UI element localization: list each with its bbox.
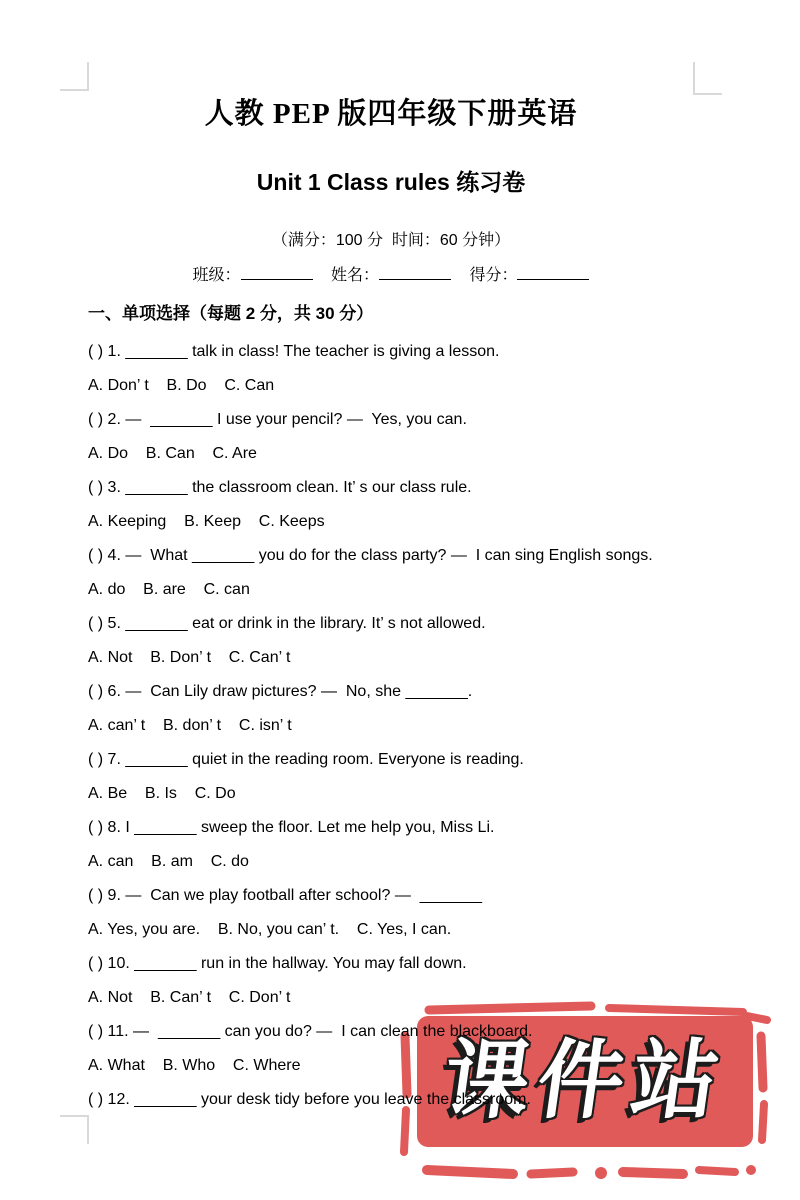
question-stem: ( ) 2. — _______ I use your pencil? — Yes, you can. — [88, 411, 467, 428]
question-options: A. can’ t B. don’ t C. isn’ t — [88, 717, 292, 734]
question-options: A. Be B. Is C. Do — [88, 785, 236, 802]
score-field — [469, 262, 589, 288]
class-field — [193, 262, 313, 288]
question-stem: ( ) 7. _______ quiet in the reading room. Everyone is reading. — [88, 751, 524, 768]
question-stem: ( ) 6. — Can Lily draw pictures? — No, she _______. — [88, 683, 473, 700]
page-margin-corner-topleft — [60, 62, 89, 91]
score-blank — [517, 262, 589, 280]
class-blank — [241, 262, 313, 280]
stamp-text: 课件站 — [437, 1033, 733, 1129]
question-list — [88, 335, 694, 1117]
score-label: 得分： — [469, 267, 518, 284]
question-options: A. do B. are C. can — [88, 581, 250, 598]
question-options: A. can B. am C. do — [88, 853, 249, 870]
page-content — [88, 0, 694, 1117]
document-title: 人教 PEP 版四年级下册英语 — [204, 98, 578, 130]
class-label: 班级： — [192, 267, 241, 284]
score-time-line: （满分：100 分 时间：60 分钟） — [271, 232, 511, 249]
question-stem: ( ) 9. — Can we play football after school? — _______ — [88, 887, 482, 904]
name-blank — [379, 262, 451, 280]
question-options: A. Keeping B. Keep C. Keeps — [88, 513, 325, 530]
question-stem: ( ) 4. — What _______ you do for the class party? — I can sing English songs. — [88, 547, 653, 564]
name-field — [331, 262, 451, 288]
question-options: A. Not B. Don’ t C. Can’ t — [88, 649, 291, 666]
section-1-heading: 一、单项选择（每题 2 分，共 30 分） — [88, 304, 374, 323]
question-stem: ( ) 11. — _______ can you do? — I can clean the blackboard. — [88, 1023, 533, 1040]
question-stem: ( ) 1. _______ talk in class! The teacher is giving a lesson. — [88, 343, 500, 360]
question-options: A. Do B. Can C. Are — [88, 445, 257, 462]
question-stem: ( ) 10. _______ run in the hallway. You may fall down. — [88, 955, 467, 972]
question-stem: ( ) 12. _______ your desk tidy before you leave the classroom. — [88, 1091, 531, 1108]
question-options: A. Not B. Can’ t C. Don’ t — [88, 989, 291, 1006]
question-options: A. What B. Who C. Where — [88, 1057, 301, 1074]
page-margin-corner-bottomleft — [60, 1115, 89, 1144]
question-stem: ( ) 3. _______ the classroom clean. It’ s our class rule. — [88, 479, 472, 496]
student-info-row — [88, 262, 694, 288]
name-label: 姓名： — [330, 267, 379, 284]
question-stem: ( ) 5. _______ eat or drink in the library. It’ s not allowed. — [88, 615, 486, 632]
question-options: A. Don’ t B. Do C. Can — [88, 377, 275, 394]
question-stem: ( ) 8. I _______ sweep the floor. Let me help you, Miss Li. — [88, 819, 495, 836]
document-subtitle: Unit 1 Class rules 练习卷 — [256, 169, 526, 195]
question-options: A. Yes, you are. B. No, you can’ t. C. Yes, I can. — [88, 921, 452, 938]
page-margin-corner-topright — [693, 62, 722, 95]
